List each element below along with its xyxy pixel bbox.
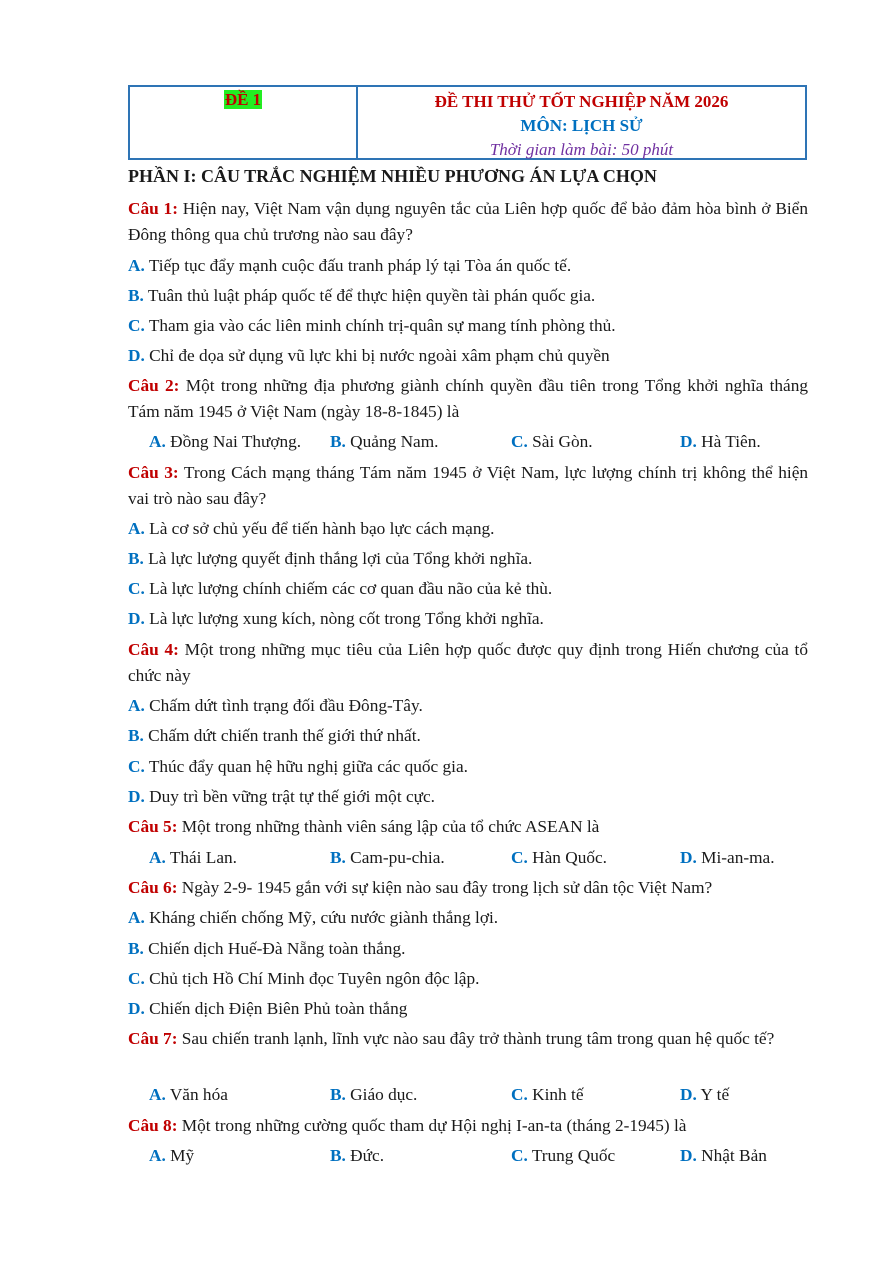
option-1a xyxy=(128,253,808,279)
question-text: Một trong những mục tiêu của Liên hợp quốc được quy định trong Hiến chương của tổ chức này xyxy=(128,640,808,685)
option-2c xyxy=(511,429,593,455)
option-text: Là lực lượng quyết định thắng lợi của Tổng khởi nghĩa. xyxy=(143,549,533,568)
option-5c xyxy=(511,845,607,871)
option-label: D. xyxy=(128,999,145,1018)
question-text: Hiện nay, Việt Nam vận dụng nguyên tắc của Liên hợp quốc để bảo đảm hòa bình ở Biển Đông thông qua chủ trương nào sau đây? xyxy=(128,199,808,244)
option-text: Là lực lượng xung kích, nòng cốt trong Tổng khởi nghĩa. xyxy=(144,609,544,628)
exam-title-cell xyxy=(358,87,805,158)
option-3a xyxy=(128,516,808,542)
option-4c xyxy=(128,754,808,780)
option-label: D. xyxy=(128,787,145,806)
option-text: Tuân thủ luật pháp quốc tế để thực hiện quyền tài phán quốc gia. xyxy=(143,286,596,305)
option-text: Giáo dục. xyxy=(345,1085,418,1104)
exam-code-cell xyxy=(130,87,358,158)
option-7b xyxy=(330,1082,417,1108)
option-text: Là cơ sở chủ yếu để tiến hành bạo lực cách mạng. xyxy=(144,519,495,538)
option-text: Trung Quốc xyxy=(527,1146,616,1165)
question-3 xyxy=(128,460,808,512)
option-label: D. xyxy=(680,848,697,867)
question-label: Câu 8: xyxy=(128,1116,178,1135)
option-1c xyxy=(128,313,808,339)
option-label: B. xyxy=(128,286,144,305)
option-text: Thúc đẩy quan hệ hữu nghị giữa các quốc gia. xyxy=(144,757,468,776)
option-text: Nhật Bản xyxy=(696,1146,767,1165)
option-text: Chủ tịch Hồ Chí Minh đọc Tuyên ngôn độc lập. xyxy=(144,969,480,988)
option-label: C. xyxy=(128,757,145,776)
question-text: Ngày 2-9- 1945 gắn với sự kiện nào sau đây trong lịch sử dân tộc Việt Nam? xyxy=(177,878,713,897)
exam-subject: MÔN: LỊCH SỬ xyxy=(520,116,643,135)
option-text: Kinh tế xyxy=(527,1085,584,1104)
option-text: Văn hóa xyxy=(165,1085,228,1104)
option-label: A. xyxy=(149,848,166,867)
question-label: Câu 2: xyxy=(128,376,180,395)
option-text: Chấm dứt tình trạng đối đầu Đông-Tây. xyxy=(144,696,423,715)
exam-code: ĐỀ 1 xyxy=(224,90,262,109)
section-title: PHẦN I: CÂU TRẮC NGHIỆM NHIỀU PHƯƠNG ÁN LỰA CHỌN xyxy=(128,166,657,186)
option-5a xyxy=(149,845,237,871)
option-label: C. xyxy=(511,1085,528,1104)
option-label: B. xyxy=(128,726,144,745)
option-label: A. xyxy=(128,519,145,538)
option-label: A. xyxy=(149,432,166,451)
option-text: Chiến dịch Huế-Đà Nẵng toàn thắng. xyxy=(143,939,406,958)
option-label: D. xyxy=(128,609,145,628)
option-label: D. xyxy=(680,432,697,451)
option-label: C. xyxy=(511,848,528,867)
option-label: A. xyxy=(149,1146,166,1165)
option-2b xyxy=(330,429,439,455)
option-label: A. xyxy=(128,908,145,927)
option-text: Kháng chiến chống Mỹ, cứu nước giành thắng lợi. xyxy=(144,908,499,927)
question-label: Câu 6: xyxy=(128,878,178,897)
question-text: Một trong những thành viên sáng lập của tổ chức ASEAN là xyxy=(177,817,600,836)
option-2d xyxy=(680,429,761,455)
option-3c xyxy=(128,576,808,602)
exam-header-table xyxy=(128,85,807,160)
option-label: C. xyxy=(511,432,528,451)
option-text: Thái Lan. xyxy=(165,848,237,867)
option-text: Chỉ đe dọa sử dụng vũ lực khi bị nước ngoài xâm phạm chủ quyền xyxy=(144,346,610,365)
option-label: D. xyxy=(128,346,145,365)
exam-title: ĐỀ THI THỬ TỐT NGHIỆP NĂM 2026 xyxy=(434,92,729,111)
option-3b xyxy=(128,546,808,572)
option-label: C. xyxy=(511,1146,528,1165)
option-8d xyxy=(680,1143,767,1169)
option-text: Tiếp tục đẩy mạnh cuộc đấu tranh pháp lý tại Tòa án quốc tế. xyxy=(144,256,572,275)
option-6c xyxy=(128,966,808,992)
option-1b xyxy=(128,283,808,309)
question-4 xyxy=(128,637,808,689)
exam-duration: Thời gian làm bài: 50 phút xyxy=(489,140,674,159)
option-label: A. xyxy=(128,696,145,715)
question-6 xyxy=(128,875,808,901)
question-text: Sau chiến tranh lạnh, lĩnh vực nào sau đây trở thành trung tâm trong quan hệ quốc tế? xyxy=(177,1029,775,1048)
option-text: Đức. xyxy=(345,1146,385,1165)
option-8b xyxy=(330,1143,384,1169)
option-label: B. xyxy=(330,432,346,451)
question-text: Một trong những cường quốc tham dự Hội nghị I-an-ta (tháng 2-1945) là xyxy=(177,1116,687,1135)
option-text: Tham gia vào các liên minh chính trị-quân sự mang tính phòng thủ. xyxy=(144,316,616,335)
option-label: D. xyxy=(680,1085,697,1104)
options-row-5 xyxy=(128,845,808,871)
option-text: Là lực lượng chính chiếm các cơ quan đầu não của kẻ thù. xyxy=(144,579,553,598)
question-label: Câu 7: xyxy=(128,1029,178,1048)
option-5d xyxy=(680,845,775,871)
option-text: Duy trì bền vững trật tự thế giới một cực. xyxy=(144,787,435,806)
option-1d xyxy=(128,343,808,369)
option-label: C. xyxy=(128,579,145,598)
question-label: Câu 1: xyxy=(128,199,178,218)
question-label: Câu 3: xyxy=(128,463,179,482)
option-5b xyxy=(330,845,445,871)
option-text: Chấm dứt chiến tranh thế giới thứ nhất. xyxy=(143,726,421,745)
option-text: Sài Gòn. xyxy=(527,432,593,451)
option-label: B. xyxy=(128,549,144,568)
option-4b xyxy=(128,723,808,749)
option-label: C. xyxy=(128,316,145,335)
question-text: Một trong những địa phương giành chính quyền đầu tiên trong Tổng khởi nghĩa tháng Tám năm 1945 ở Việt Nam (ngày 18-8-1845) là xyxy=(128,376,808,421)
question-5 xyxy=(128,814,808,840)
option-2a xyxy=(149,429,301,455)
option-label: C. xyxy=(128,969,145,988)
option-text: Cam-pu-chia. xyxy=(345,848,445,867)
option-text: Chiến dịch Điện Biên Phủ toàn thắng xyxy=(144,999,408,1018)
option-6b xyxy=(128,936,808,962)
option-label: B. xyxy=(330,848,346,867)
options-row-7 xyxy=(128,1082,808,1108)
question-label: Câu 4: xyxy=(128,640,179,659)
option-8c xyxy=(511,1143,615,1169)
option-7a xyxy=(149,1082,228,1108)
option-label: D. xyxy=(680,1146,697,1165)
option-text: Mi-an-ma. xyxy=(696,848,775,867)
option-text: Hà Tiên. xyxy=(696,432,761,451)
option-6a xyxy=(128,905,808,931)
question-1 xyxy=(128,196,808,248)
option-3d xyxy=(128,606,808,632)
option-label: B. xyxy=(330,1085,346,1104)
option-label: A. xyxy=(128,256,145,275)
question-2 xyxy=(128,373,808,425)
option-4d xyxy=(128,784,808,810)
option-7d xyxy=(680,1082,729,1108)
option-8a xyxy=(149,1143,194,1169)
option-7c xyxy=(511,1082,584,1108)
option-label: B. xyxy=(128,939,144,958)
options-row-2 xyxy=(128,429,808,455)
option-4a xyxy=(128,693,808,719)
option-text: Đồng Nai Thượng. xyxy=(165,432,302,451)
option-label: A. xyxy=(149,1085,166,1104)
option-text: Quảng Nam. xyxy=(345,432,439,451)
options-row-8 xyxy=(128,1143,808,1169)
option-text: Y tế xyxy=(696,1085,730,1104)
option-6d xyxy=(128,996,808,1022)
question-text: Trong Cách mạng tháng Tám năm 1945 ở Việt Nam, lực lượng chính trị không thể hiện vai trò nào sau đây? xyxy=(128,463,809,508)
option-text: Mỹ xyxy=(165,1146,195,1165)
option-text: Hàn Quốc. xyxy=(527,848,607,867)
question-label: Câu 5: xyxy=(128,817,178,836)
question-7 xyxy=(128,1026,808,1052)
option-label: B. xyxy=(330,1146,346,1165)
question-8 xyxy=(128,1113,808,1139)
